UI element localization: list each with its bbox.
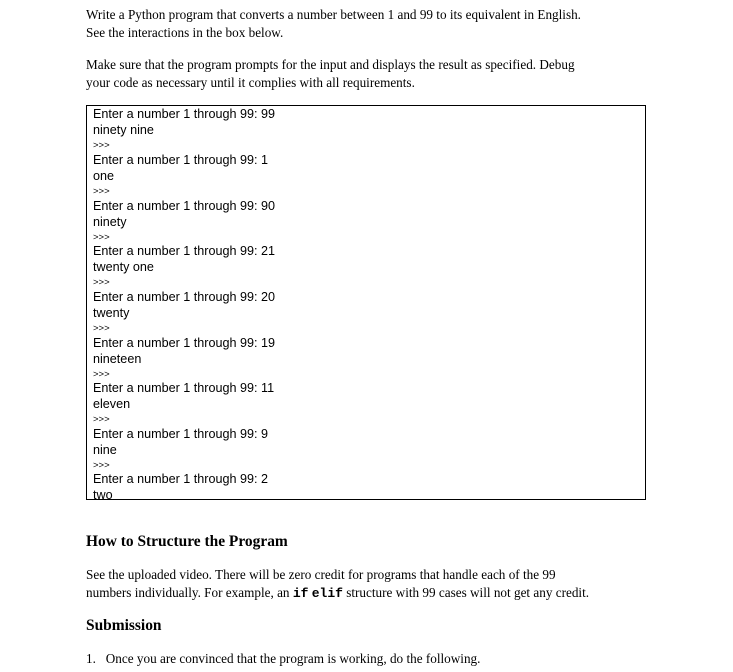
output-line: twenty	[93, 306, 130, 320]
instructions-line-2: your code as necessary until it complies with all requirements.	[86, 75, 415, 90]
intro-line-2: See the interactions in the box below.	[86, 25, 284, 40]
prompt-line: Enter a number 1 through 99: 21	[93, 244, 276, 258]
output-line: nine	[93, 443, 117, 457]
intro-line-1: Write a Python program that converts a number between 1 and 99 to its equivalent in English.	[86, 7, 581, 22]
prompt-line: Enter a number 1 through 99: 9	[93, 427, 269, 441]
list-item-text: Once you are convinced that the program is working, do the following.	[105, 651, 481, 666]
prompt-line: Enter a number 1 through 99: 11	[93, 381, 275, 395]
code-if: if	[292, 586, 309, 601]
repl-prompt-line: >>>	[93, 186, 110, 197]
prompt-line: Enter a number 1 through 99: 90	[93, 199, 276, 213]
prompt-line: Enter a number 1 through 99: 20	[93, 290, 276, 304]
intro-paragraph	[86, 6, 686, 42]
structure-line-1: See the uploaded video. There will be zero credit for programs that handle each of the 99	[86, 567, 556, 582]
output-line: twenty one	[93, 260, 154, 274]
repl-prompt-line: >>>	[93, 460, 110, 471]
repl-prompt-line: >>>	[93, 232, 110, 243]
submission-heading: Submission	[86, 617, 162, 634]
structure-line-2-after: structure with 99 cases will not get any credit.	[342, 585, 590, 600]
output-line: nineteen	[93, 352, 142, 366]
interaction-box	[86, 105, 646, 500]
repl-prompt-line: >>>	[93, 277, 110, 288]
prompt-line: Enter a number 1 through 99: 19	[93, 336, 276, 350]
output-line: eleven	[93, 397, 131, 411]
output-line: ninety nine	[93, 123, 154, 137]
prompt-line: Enter a number 1 through 99: 1	[93, 153, 269, 167]
output-line: one	[93, 169, 115, 183]
repl-prompt-line: >>>	[93, 369, 110, 380]
structure-heading: How to Structure the Program	[86, 533, 288, 550]
structure-paragraph	[86, 566, 686, 603]
code-elif: elif	[311, 586, 343, 601]
output-line: two	[93, 488, 113, 502]
repl-prompt-line: >>>	[93, 323, 110, 334]
repl-prompt-line: >>>	[93, 140, 110, 151]
submission-list-item	[86, 650, 480, 668]
repl-prompt-line: >>>	[93, 414, 110, 425]
prompt-line: Enter a number 1 through 99: 2	[93, 472, 269, 486]
instructions-paragraph	[86, 56, 686, 92]
output-line: ninety	[93, 215, 127, 229]
structure-line-2-before: numbers individually. For example, an	[86, 585, 293, 600]
list-number: 1.	[86, 651, 96, 666]
prompt-line: Enter a number 1 through 99: 99	[93, 107, 276, 121]
instructions-line-1: Make sure that the program prompts for the input and displays the result as specified. Debug	[86, 57, 575, 72]
